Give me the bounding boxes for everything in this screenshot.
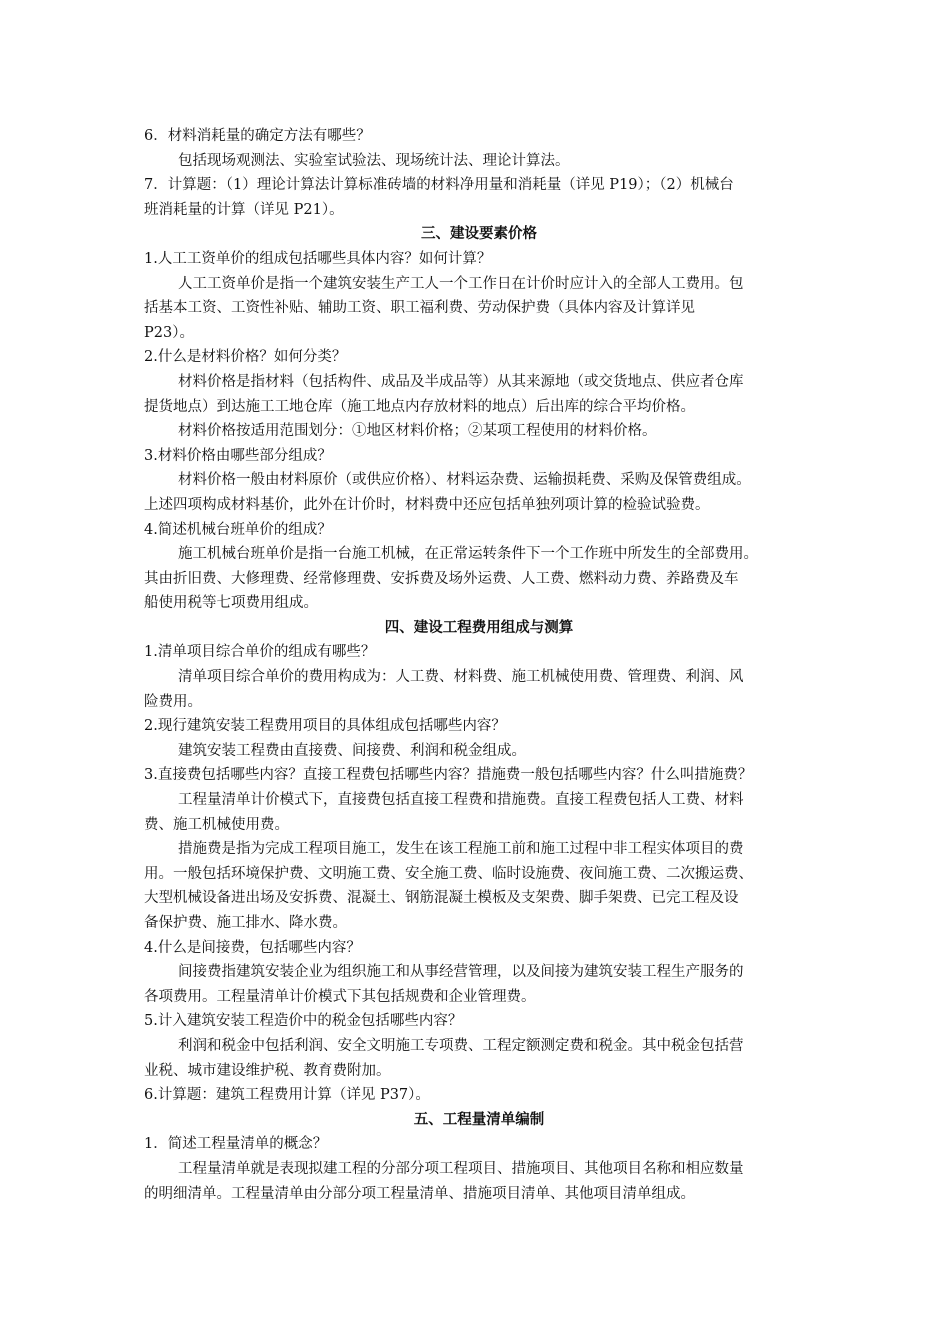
text-line: 各项费用。工程量清单计价模式下其包括规费和企业管理费。 [144, 988, 536, 1005]
text-line: 大型机械设备进出场及安拆费、混凝土、钢筋混凝土模板及支架费、脚手架费、已完工程及设 [144, 890, 739, 907]
text-line: 4.简述机械台班单价的组成？ [144, 521, 332, 538]
paragraph-line: 工程量清单就是表现拟建工程的分部分项工程项目、措施项目、其他项目名称和相应数量 [178, 1160, 744, 1177]
paragraph-line: 措施费是指为完成工程项目施工，发生在该工程施工前和施工过程中非工程实体项目的费 [178, 841, 744, 858]
paragraph-line: 材料价格一般由材料原价（或供应价格）、材料运杂费、运输损耗费、采购及保管费组成。 [178, 472, 751, 489]
paragraph-line: 材料价格按适用范围划分：①地区材料价格；②某项工程使用的材料价格。 [178, 423, 657, 440]
text-line: 6.计算题：建筑工程费用计算（详见 P37）。 [144, 1087, 430, 1104]
text-line: 备保护费、施工排水、降水费。 [144, 915, 347, 931]
text-line: 2.现行建筑安装工程费用项目的具体组成包括哪些内容？ [144, 718, 506, 735]
text-line: 船使用税等七项费用组成。 [144, 595, 318, 612]
section-heading: 三、建设要素价格 [421, 226, 537, 243]
paragraph-line: 清单项目综合单价的费用构成为：人工费、材料费、施工机械使用费、管理费、利润、风 [178, 669, 744, 686]
text-line: 5.计入建筑安装工程造价中的税金包括哪些内容？ [144, 1013, 463, 1030]
text-line: 3.材料价格由哪些部分组成？ [144, 447, 332, 464]
text-line: 提货地点）到达施工工地仓库（施工地点内存放材料的地点）后出库的综合平均价格。 [144, 398, 695, 415]
paragraph-line: 材料价格是指材料（包括构件、成品及半成品等）从其来源地（或交货地点、供应者仓库 [178, 373, 744, 390]
paragraph-line: 人工工资单价是指一个建筑安装生产工人一个工作日在计价时应计入的全部人工费用。包 [178, 275, 744, 292]
text-line: 业税、城市建设维护税、教育费附加。 [144, 1062, 391, 1079]
paragraph-line: 间接费指建筑安装企业为组织施工和从事经营管理，以及间接为建筑安装工程生产服务的 [178, 964, 744, 981]
text-line: 上述四项构成材料基价，此外在计价时，材料费中还应包括单独列项计算的检验试验费。 [144, 496, 710, 513]
text-line: 4.什么是间接费，包括哪些内容？ [144, 939, 361, 956]
section-heading: 五、工程量清单编制 [413, 1111, 545, 1128]
text-line: 3.直接费包括哪些内容？直接工程费包括哪些内容？措施费一般包括哪些内容？什么叫措施费？ [144, 767, 753, 784]
text-line: 的明细清单。工程量清单由分部分项工程量清单、措施项目清单、其他项目清单组成。 [144, 1185, 695, 1202]
text-line: 1．简述工程量清单的概念？ [144, 1136, 328, 1153]
text-line: 1.清单项目综合单价的组成有哪些？ [144, 644, 376, 661]
document-body [144, 124, 814, 1206]
paragraph-line: 施工机械台班单价是指一台施工机械，在正常运转条件下一个工作班中所发生的全部费用。 [178, 546, 758, 563]
section-heading: 四、建设工程费用组成与测算 [384, 619, 574, 636]
text-line: 费、施工机械使用费。 [144, 816, 289, 833]
paragraph-line: 工程量清单计价模式下，直接费包括直接工程费和措施费。直接工程费包括人工费、材料 [178, 792, 744, 809]
text-line: 用。一般包括环境保护费、文明施工费、安全施工费、临时设施费、夜间施工费、二次搬运费、 [144, 865, 753, 882]
paragraph-line: 建筑安装工程费由直接费、间接费、利润和税金组成。 [178, 742, 526, 759]
text-line: 1.人工工资单价的组成包括哪些具体内容？如何计算？ [144, 250, 492, 267]
paragraph-line: 包括现场观测法、实验室试验法、现场统计法、理论计算法。 [178, 152, 570, 169]
text-line: 7．计算题：（1）理论计算法计算标准砖墙的材料净用量和消耗量（详见 P19）；（2）机械台 [144, 177, 734, 194]
text-line: P23）。 [144, 324, 194, 341]
text-line: 2.什么是材料价格？如何分类？ [144, 349, 347, 366]
text-line: 6．材料消耗量的确定方法有哪些？ [144, 128, 371, 144]
text-line: 其由折旧费、大修理费、经常修理费、安拆费及场外运费、人工费、燃料动力费、养路费及车 [144, 570, 739, 587]
paragraph-line: 利润和税金中包括利润、安全文明施工专项费、工程定额测定费和税金。其中税金包括营 [178, 1037, 744, 1054]
text-line: 班消耗量的计算（详见 P21）。 [144, 201, 344, 218]
text-line: 括基本工资、工资性补贴、辅助工资、职工福利费、劳动保护费（具体内容及计算详见 [144, 300, 695, 317]
text-line: 险费用。 [144, 693, 202, 710]
